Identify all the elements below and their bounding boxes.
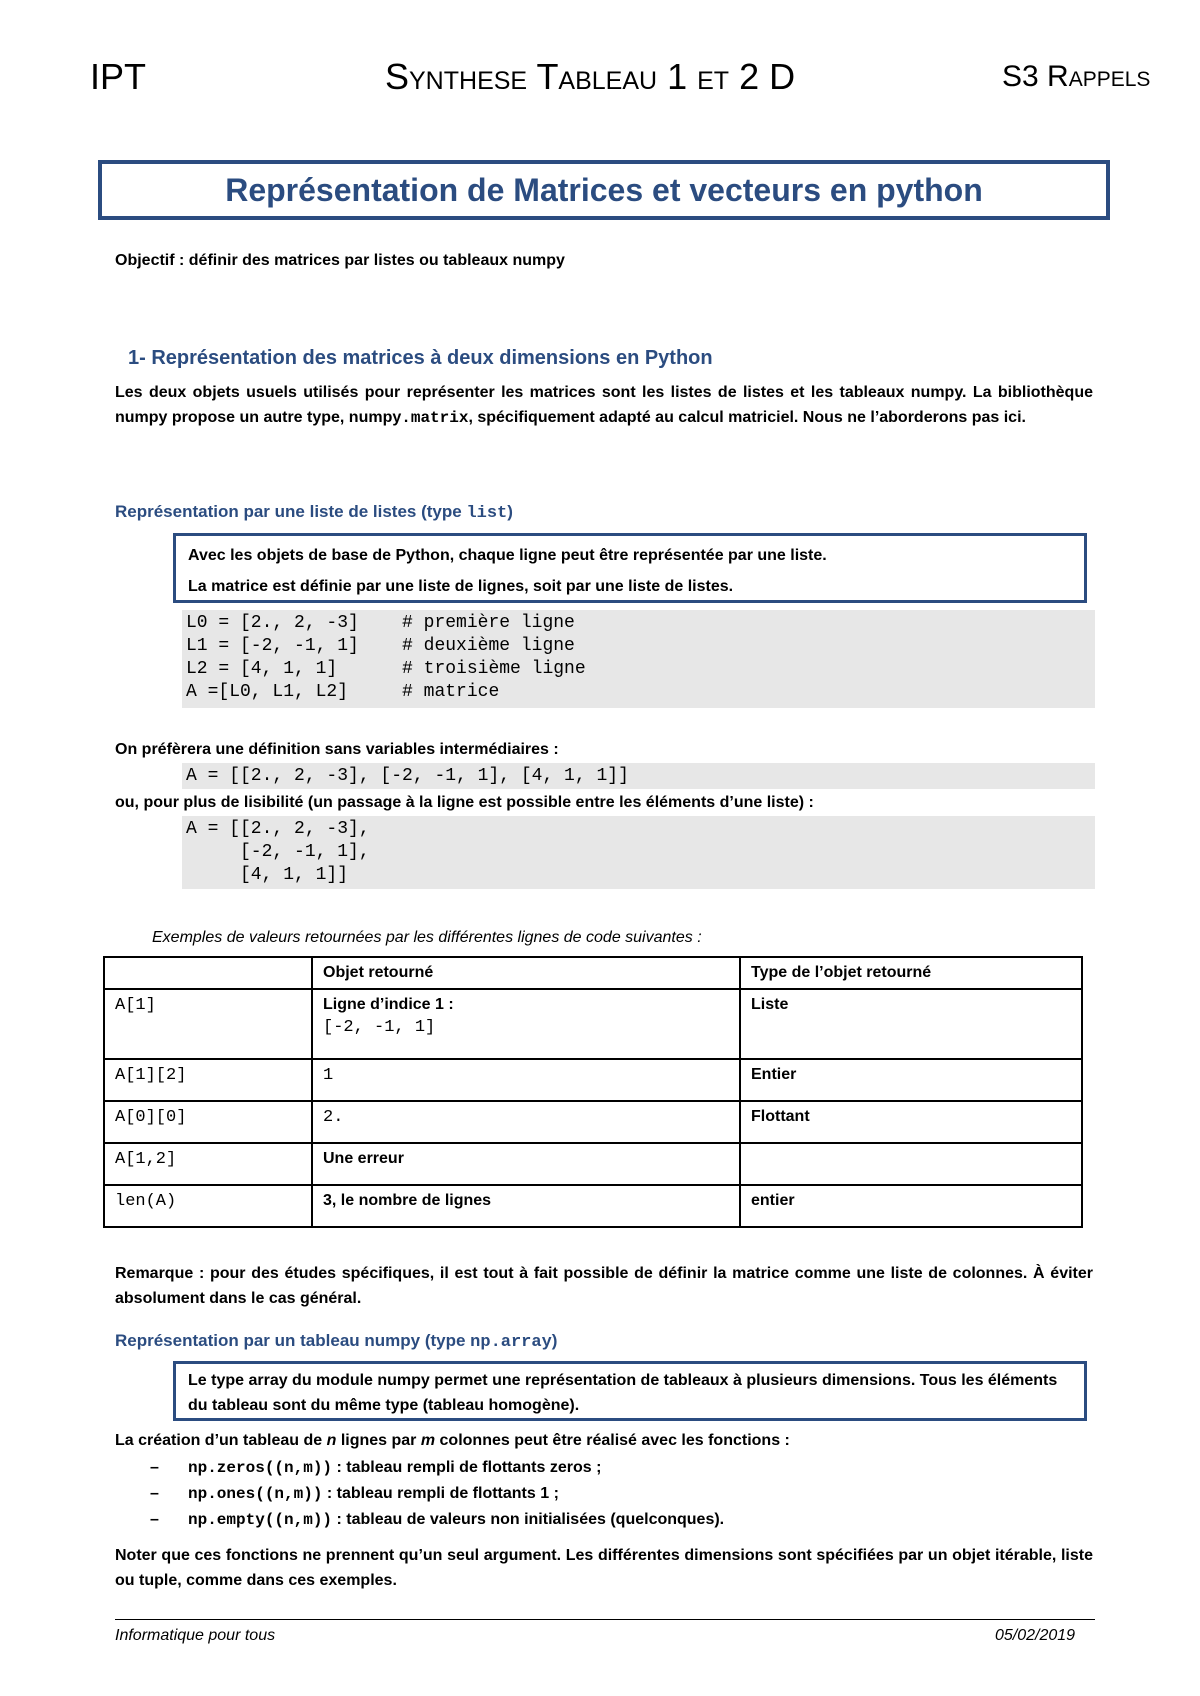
examples-caption: Exemples de valeurs retournées par les différentes lignes de code suivantes : [152,929,702,946]
list-item-code: np.zeros((n,m)) [188,1459,333,1477]
creation-text-c: colonnes peut être réalisé avec les fonctions : [435,1432,790,1449]
table-cell-object [312,1101,740,1143]
creation-m: m [420,1432,436,1449]
list-item-code: np.empty((n,m)) [188,1511,333,1529]
table-cell-code: A[1,2] [104,1143,312,1185]
numpy-heading-end: ) [551,1331,558,1350]
section1-paragraph [115,380,1093,431]
readability-text: ou, pour plus de lisibilité (un passage à la ligne est possible entre les éléments d’une liste) : [115,794,814,811]
table-header-cell: Type de l’objet retourné [740,957,1082,989]
section1-para-b: , spécifiquement adapté au calcul matriciel. Nous ne l’aborderons pas ici. [468,409,1026,426]
page-title: Représentation de Matrices et vecteurs en python [225,171,983,208]
section1-para-code: .matrix [401,409,469,427]
table-cell-object [312,989,740,1059]
table-cell-object [312,1059,740,1101]
list-item-text: : tableau de valeurs non initialisées (quelconques). [332,1511,725,1528]
footer-divider [115,1619,1095,1620]
table-row [104,1143,1082,1185]
table-cell-type [740,1143,1082,1185]
table-row [104,1059,1082,1101]
table-cell-object-code: 2. [323,1108,344,1127]
table-cell-type: Entier [740,1059,1082,1101]
list-box-line1: Avec les objets de base de Python, chaque ligne peut être représentée par une liste. [188,547,827,564]
results-table [103,956,1083,1228]
numpy-heading-text: Représentation par un tableau numpy (type [115,1331,471,1350]
table-cell-code: A[0][0] [104,1101,312,1143]
preference-text: On préfèrera une définition sans variables intermédiaires : [115,741,559,758]
creation-text [115,1432,790,1450]
footer-left: Informatique pour tous [115,1627,276,1644]
list-item: – np.empty((n,m)) : tableau de valeurs non initialisées (quelconques). [150,1511,725,1529]
table-row [104,989,1082,1059]
table-cell-code: A[1] [104,989,312,1059]
table-cell-object-text: Ligne d’indice 1 : [323,996,454,1013]
numpy-heading-code: np.array [470,1333,552,1352]
table-row [104,1101,1082,1143]
header-right: S3 Rappels [1002,60,1151,93]
section1-heading: 1- Représentation des matrices à deux dimensions en Python [128,347,713,369]
list-item: – np.ones((n,m)) : tableau rempli de flottants 1 ; [150,1485,559,1503]
creation-text-b: lignes par [336,1432,421,1449]
header-left: IPT [90,56,147,97]
table-cell-type: entier [740,1185,1082,1227]
header-center: Synthese Tableau 1 et 2 D [385,56,796,97]
code-block-inline: A = [[2., 2, -3], [-2, -1, 1], [4, 1, 1]] [182,763,1095,789]
table-row [104,1185,1082,1227]
remark-paragraph: Remarque : pour des études spécifiques, il est tout à fait possible de définir la matrice comme une liste de colonnes. À éviter absolument dans le cas général. [115,1265,1093,1307]
list-heading-code: list [466,504,508,523]
title-box [98,160,1110,220]
table-cell-code: len(A) [104,1185,312,1227]
code-block-multiline: A = [[2., 2, -3], [-2, -1, 1], [4, 1, 1]] [182,816,1095,889]
table-header-cell: Objet retourné [312,957,740,989]
list-definition-box [173,533,1087,603]
creation-n: n [326,1432,337,1449]
table-header-cell [104,957,312,989]
list-item-text: : tableau rempli de flottants 1 ; [322,1485,559,1502]
creation-text-a: La création d’un tableau de [115,1432,327,1449]
section1-para-a: Les deux objets usuels utilisés pour représenter les matrices sont les listes de listes et les tableaux numpy. La bibliothèque numpy propose un autre type, numpy [115,384,1093,426]
list-item: – np.zeros((n,m)) : tableau rempli de flottants zeros ; [150,1459,602,1477]
table-cell-type: Liste [740,989,1082,1059]
table-cell-object-code: [-2, -1, 1] [323,1018,436,1037]
table-cell-code: A[1][2] [104,1059,312,1101]
table-cell-object: Une erreur [312,1143,740,1185]
list-box-line2: La matrice est définie par une liste de lignes, soit par une liste de listes. [188,578,734,595]
list-item-code: np.ones((n,m)) [188,1485,323,1503]
list-heading-text: Représentation par une liste de listes (type [115,502,467,521]
numpy-definition-box: Le type array du module numpy permet une représentation de tableaux à plusieurs dimensions. Tous les éléments du tableau sont du même type (tableau homogène). [173,1361,1087,1421]
list-item-text: : tableau rempli de flottants zeros ; [332,1459,602,1476]
table-cell-object: 3, le nombre de lignes [312,1185,740,1227]
table-cell-type: Flottant [740,1101,1082,1143]
numpy-section-heading [115,1331,557,1352]
footer-date: 05/02/2019 [995,1627,1076,1644]
table-cell-object-code: 1 [323,1066,334,1085]
note-paragraph: Noter que ces fonctions ne prennent qu’un seul argument. Les différentes dimensions sont spécifiées par un objet itérable, liste ou tuple, comme dans ces exemples. [115,1547,1093,1589]
list-heading-end: ) [507,502,513,521]
code-block-lines: L0 = [2., 2, -3] # première ligne L1 = [-2, -1, 1] # deuxième ligne L2 = [4, 1, 1] # troisième ligne A =[L0, L1, L2] # matrice [182,610,1095,708]
table-header-row [104,957,1082,989]
objective: Objectif : définir des matrices par listes ou tableaux numpy [115,252,565,269]
list-section-heading [115,502,513,523]
